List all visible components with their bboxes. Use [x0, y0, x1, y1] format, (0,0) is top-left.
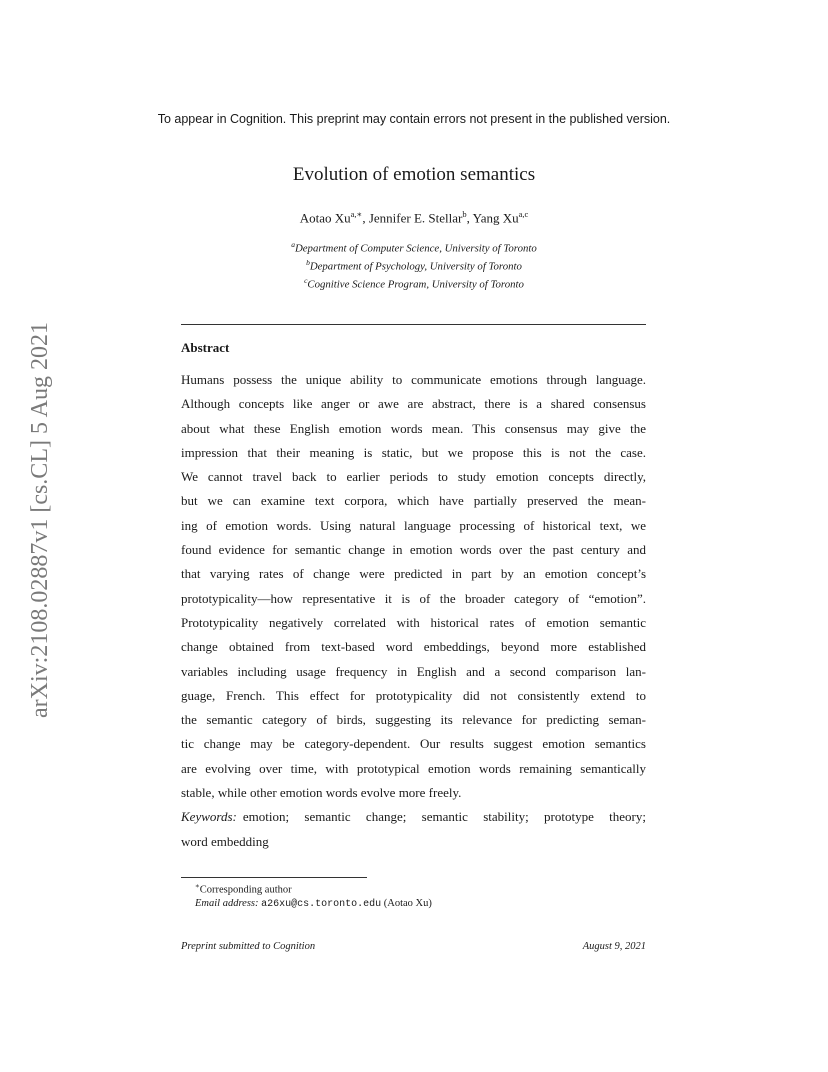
footnote-rule	[181, 877, 367, 878]
abstract-line: found evidence for semantic change in emotion words over the past century and	[181, 542, 646, 558]
abstract-line: prototypicality—how representative it is of the broader category of “emotion”.	[181, 590, 646, 606]
email-label: Email address:	[195, 898, 259, 909]
abstract-line: Although concepts like anger or awe are abstract, there is a shared consensus	[181, 396, 646, 412]
author-name: Yang Xu	[472, 210, 519, 226]
affiliation-text: Cognitive Science Program, University of Toronto	[307, 278, 524, 291]
email-owner: (Aotao Xu)	[383, 898, 432, 909]
keywords-line	[181, 805, 646, 829]
author-affil-mark: a,c	[518, 209, 529, 219]
abstract-line: about what these English emotion words mean. This consensus may give the	[181, 420, 646, 436]
author-affil-mark: b	[462, 209, 467, 219]
author-affil-mark: a,∗	[350, 209, 363, 219]
footer-date: August 9, 2021	[582, 941, 646, 952]
footnote-corresponding-text: Corresponding author	[199, 884, 292, 896]
keywords-line: word embedding	[181, 833, 269, 849]
abstract-line: but we can examine text corpora, which have partially preserved the mean-	[181, 493, 646, 509]
abstract-line: are evolving over time, with prototypical emotion words remaining semantically	[181, 760, 646, 776]
affiliation-mark: c	[304, 276, 308, 286]
footnote-corresponding	[181, 880, 432, 897]
abstract-line: stable, while other emotion words evolve more freely.	[181, 785, 462, 801]
affiliation-mark: a	[291, 240, 295, 249]
affiliation	[0, 256, 828, 274]
abstract-line: Humans possess the unique ability to communicate emotions through language.	[181, 372, 646, 387]
affiliation-text: Department of Psychology, University of Toronto	[309, 260, 522, 273]
affiliation-list	[0, 238, 828, 292]
affiliation-mark: b	[306, 258, 310, 268]
paper-title: Evolution of emotion semantics	[292, 164, 536, 185]
affiliation	[0, 274, 828, 292]
footnote	[181, 880, 432, 912]
abstract-heading: Abstract	[181, 340, 230, 355]
arxiv-identifier: arXiv:2108.02887v1 [cs.CL] 5 Aug 2021	[27, 322, 53, 718]
footnote-email-line	[181, 897, 432, 912]
abstract-line: ing of emotion words. Using natural language processing of historical text, we	[181, 517, 646, 533]
keywords-label: Keywords:	[181, 809, 237, 825]
abstract-body	[181, 368, 646, 854]
abstract-line: guage, French. This effect for prototypicality did not consistently extend to	[181, 687, 646, 703]
abstract-line: We cannot travel back to earlier periods to study emotion concepts directly,	[181, 469, 646, 485]
author-list: Aotao $Xu^{a,∗}$, Jennifer E. Stellar$^b$, Yang Xu$^{a,c}$	[299, 209, 529, 226]
abstract-top-rule	[181, 324, 646, 325]
abstract-line: change obtained from text-based word embeddings, beyond more established	[181, 639, 646, 655]
abstract-line: variables including usage frequency in English and a second comparison lan-	[181, 663, 646, 679]
abstract-line: tic change may be category-dependent. Our results suggest emotion semantics	[181, 736, 646, 752]
footer-submission: Preprint submitted to Cognition	[181, 941, 316, 952]
footnote-mark: ∗	[195, 882, 200, 890]
keywords-text: emotion; semantic change; semantic stability; prototype theory;	[242, 809, 646, 825]
email-address: a26xu@cs.toronto.edu	[261, 899, 382, 910]
publication-notice: To appear in Cognition. This preprint may contain errors not present in the published version.	[157, 112, 671, 126]
abstract-line: that varying rates of change were predicted in part by an emotion concept’s	[181, 566, 646, 582]
abstract-line: impression that their meaning is static, but we propose this is not the case.	[181, 444, 646, 460]
affiliation	[0, 238, 828, 256]
affiliation-text: Department of Computer Science, University of Toronto	[294, 242, 537, 255]
abstract-line: Prototypicality negatively correlated with historical rates of emotion semantic	[181, 614, 646, 630]
abstract-line: the semantic category of birds, suggesting its relevance for predicting seman-	[181, 712, 646, 728]
author-name: Jennifer E. Stellar	[368, 210, 463, 226]
author-name: Aotao Xu	[299, 210, 351, 226]
